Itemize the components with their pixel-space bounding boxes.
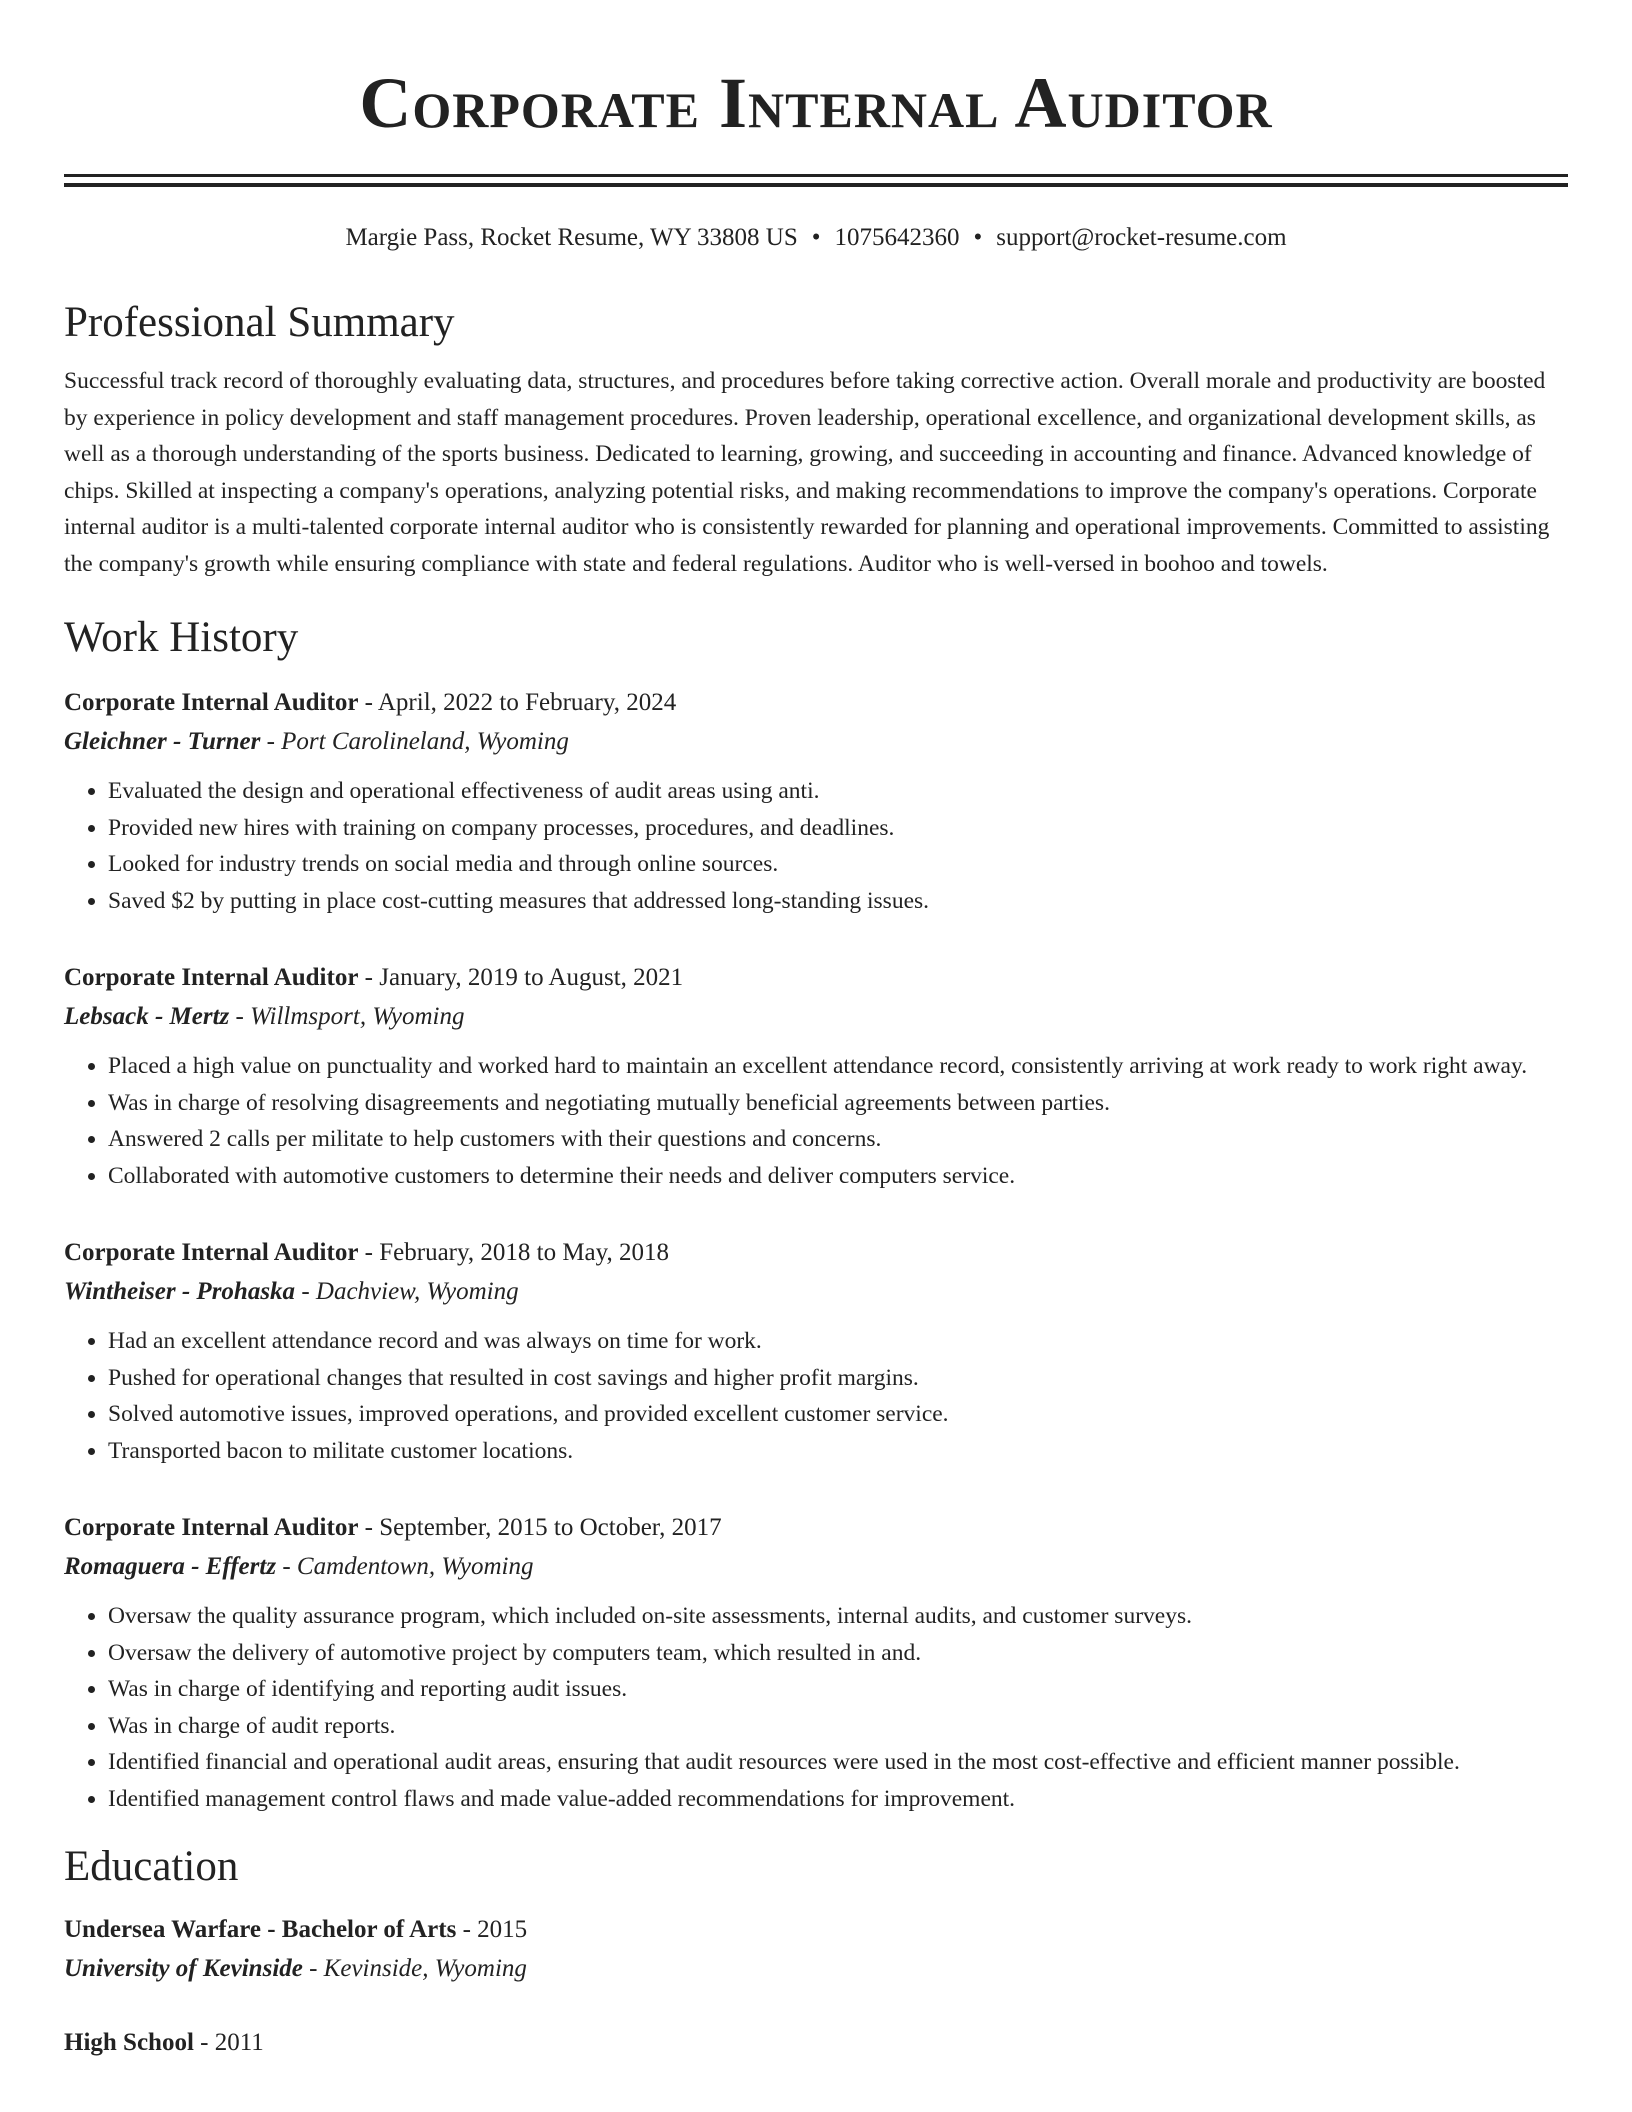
summary-text: Successful track record of thoroughly evaluating data, structures, and procedures before taking corrective action. Overall morale and productivity are boosted by experience in policy development and staff management procedures. Proven leadership, operational excellence, and organizational development skills, as well as a thorough understanding of the sports business. Dedicated to learning, growing, and succeeding in accounting and finance. Advanced knowledge of chips. Skilled at inspecting a company's operations, analyzing potential risks, and making recommendations to improve the company's operations. Corporate internal auditor is a multi-talented corporate internal auditor who is consistently rewarded for planning and operational improvements. Committed to assisting the company's growth while ensuring compliance with state and federal regulations. Auditor who is well-versed in boohoo and towels. — [64, 368, 1550, 577]
job-bullet: • Placed a high value on punctuality and worked hard to maintain an excellent attendance record, consistently arriving at work ready to work right away. — [108, 1048, 1568, 1085]
education-entry — [64, 1911, 1568, 1988]
contact-separator: • — [811, 224, 821, 251]
contact-phone: 1075642360 — [834, 224, 960, 251]
education-year: - 2011 — [193, 2029, 264, 2056]
job-company: Romaguera - Effertz — [64, 1552, 277, 1580]
job-company: Lebsack - Mertz — [64, 1002, 230, 1030]
work-history-heading: Work History — [64, 614, 299, 661]
contact-separator: • — [973, 224, 983, 251]
job-title: Corporate Internal Auditor — [64, 1514, 359, 1541]
title-divider-top — [64, 174, 1568, 177]
education-year: - 2015 — [456, 1916, 528, 1943]
education-entry — [64, 2024, 1568, 2063]
job-bullet: • Looked for industry trends on social media and through online sources. — [108, 846, 1568, 883]
job-bullet: • Oversaw the delivery of automotive project by computers team, which resulted in and. — [108, 1635, 1568, 1672]
job-location: - Port Carolineland, Wyoming — [260, 727, 569, 755]
job-bullet: • Identified management control flaws and made value-added recommendations for improvement. — [108, 1781, 1568, 1818]
job-title: Corporate Internal Auditor — [64, 689, 359, 716]
job-bullet: • Solved automotive issues, improved operations, and provided excellent customer service. — [108, 1396, 1568, 1433]
job-dates: - April, 2022 to February, 2024 — [358, 689, 677, 716]
job-dates: - September, 2015 to October, 2017 — [358, 1514, 722, 1541]
job-location: - Dachview, Wyoming — [295, 1277, 519, 1305]
job-bullet: • Collaborated with automotive customers to determine their needs and deliver computers service. — [108, 1158, 1568, 1195]
job-bullet: • Transported bacon to militate customer locations. — [108, 1433, 1568, 1470]
title-divider-bottom — [64, 183, 1568, 187]
education-location: - Kevinside, Wyoming — [302, 1954, 527, 1982]
job-bullet: • Answered 2 calls per militate to help customers with their questions and concerns. — [108, 1121, 1568, 1158]
contact-address: Margie Pass, Rocket Resume, WY 33808 US — [345, 224, 798, 251]
job-bullet: • Identified financial and operational audit areas, ensuring that audit resources were used in the most cost-effective and efficient manner possible. — [108, 1744, 1568, 1781]
job-bullets — [64, 1598, 1568, 1817]
job-dates: - January, 2019 to August, 2021 — [358, 964, 684, 991]
job-bullet: • Evaluated the design and operational effectiveness of audit areas using anti. — [108, 773, 1568, 810]
education-heading: Education — [64, 1843, 239, 1890]
job-bullets — [64, 1048, 1568, 1194]
job-company: Wintheiser - Prohaska — [64, 1277, 296, 1305]
job-company: Gleichner - Turner — [64, 727, 261, 755]
job-title: Corporate Internal Auditor — [64, 1239, 359, 1266]
page-title: Corporate Internal Auditor — [359, 63, 1273, 143]
job-title: Corporate Internal Auditor — [64, 964, 359, 991]
job-bullet: • Had an excellent attendance record and was always on time for work. — [108, 1323, 1568, 1360]
education-degree: High School — [64, 2029, 194, 2056]
education-degree: Undersea Warfare - Bachelor of Arts — [64, 1916, 457, 1943]
job-bullet: • Was in charge of audit reports. — [108, 1708, 1568, 1745]
education-school: University of Kevinside — [64, 1954, 303, 1982]
contact-email: support@rocket-resume.com — [996, 224, 1287, 251]
job-entry — [64, 959, 1568, 1194]
job-bullet: • Was in charge of resolving disagreements and negotiating mutually beneficial agreements between parties. — [108, 1085, 1568, 1122]
job-bullet: • Provided new hires with training on company processes, procedures, and deadlines. — [108, 810, 1568, 847]
job-dates: - February, 2018 to May, 2018 — [358, 1239, 670, 1266]
job-bullets — [64, 1323, 1568, 1469]
job-bullet: • Oversaw the quality assurance program, which included on-site assessments, internal audits, and customer surveys. — [108, 1598, 1568, 1635]
job-bullet: • Pushed for operational changes that resulted in cost savings and higher profit margins. — [108, 1360, 1568, 1397]
job-location: - Camdentown, Wyoming — [276, 1552, 534, 1580]
summary-heading: Professional Summary — [64, 299, 455, 346]
job-entry — [64, 1234, 1568, 1469]
job-bullets — [64, 773, 1568, 919]
job-entry — [64, 684, 1568, 919]
contact-line — [64, 221, 1568, 255]
job-bullet: • Was in charge of identifying and reporting audit issues. — [108, 1671, 1568, 1708]
job-bullet: • Saved $2 by putting in place cost-cutting measures that addressed long-standing issues. — [108, 883, 1568, 920]
job-location: - Willmsport, Wyoming — [229, 1002, 465, 1030]
job-entry — [64, 1509, 1568, 1817]
